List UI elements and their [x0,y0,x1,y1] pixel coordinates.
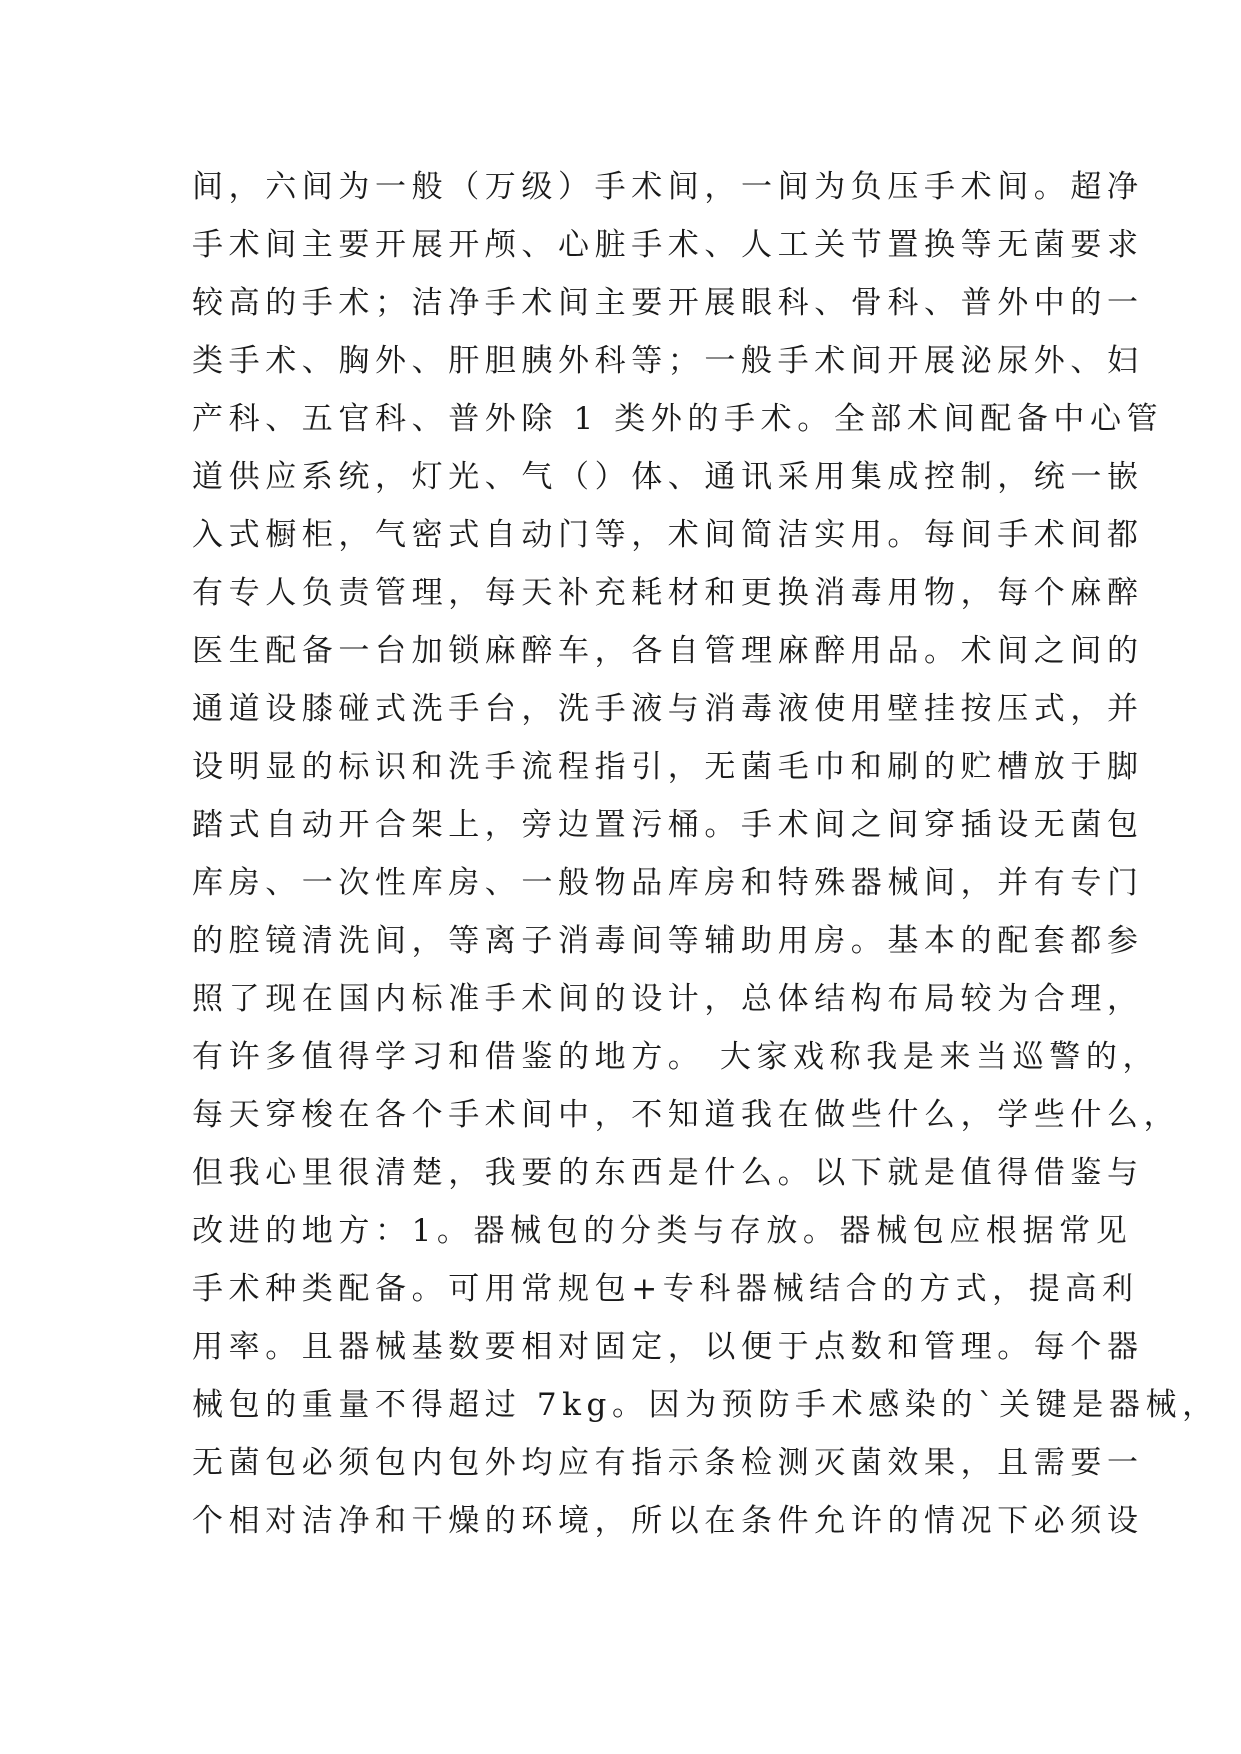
text-line: 的腔镜清洗间，等离子消毒间等辅助用房。基本的配套都参 [192,923,1144,959]
text-line: 设明显的标识和洗手流程指引，无菌毛巾和刷的贮槽放于脚 [192,749,1144,785]
text-line: 照了现在国内标准手术间的设计，总体结构布局较为合理， [192,981,1144,1017]
text-line: 通道设膝碰式洗手台，洗手液与消毒液使用壁挂按压式，并 [192,691,1144,727]
text-line: 手术种类配备。可用常规包+专科器械结合的方式，提高利 [192,1271,1139,1307]
text-line: 间，六间为一般（万级）手术间，一间为负压手术间。超净 [192,169,1144,205]
text-line: 械包的重量不得超过 7kg。因为预防手术感染的`关键是器械， [192,1387,1219,1423]
text-line: 无菌包必须包内包外均应有指示条检测灭菌效果，且需要一 [192,1445,1144,1481]
text-line: 但我心里很清楚，我要的东西是什么。以下就是值得借鉴与 [192,1155,1144,1191]
text-line: 类手术、胸外、肝胆胰外科等；一般手术间开展泌尿外、妇 [192,343,1144,379]
text-line: 有许多值得学习和借鉴的地方。 大家戏称我是来当巡警的， [192,1039,1160,1075]
text-line: 产科、五官科、普外除 1 类外的手术。全部术间配备中心管 [192,401,1164,437]
text-line: 道供应系统，灯光、气（）体、通讯采用集成控制，统一嵌 [192,459,1144,495]
text-line: 改进的地方：1。器械包的分类与存放。器械包应根据常见 [192,1213,1133,1249]
text-line: 手术间主要开展开颅、心脏手术、人工关节置换等无菌要求 [192,227,1144,263]
text-line: 医生配备一台加锁麻醉车，各自管理麻醉用品。术间之间的 [192,633,1144,669]
text-line: 用率。且器械基数要相对固定，以便于点数和管理。每个器 [192,1329,1144,1365]
text-line: 入式橱柜，气密式自动门等，术间简洁实用。每间手术间都 [192,517,1144,553]
text-line: 每天穿梭在各个手术间中，不知道我在做些什么，学些什么， [192,1097,1181,1133]
text-line: 个相对洁净和干燥的环境，所以在条件允许的情况下必须设 [192,1503,1144,1539]
text-line: 较高的手术；洁净手术间主要开展眼科、骨科、普外中的一 [192,285,1144,321]
text-line: 踏式自动开合架上，旁边置污桶。手术间之间穿插设无菌包 [192,807,1144,843]
text-line: 有专人负责管理，每天补充耗材和更换消毒用物，每个麻醉 [192,575,1144,611]
text-line: 库房、一次性库房、一般物品库房和特殊器械间，并有专门 [192,865,1144,901]
body-text [192,158,1219,1550]
